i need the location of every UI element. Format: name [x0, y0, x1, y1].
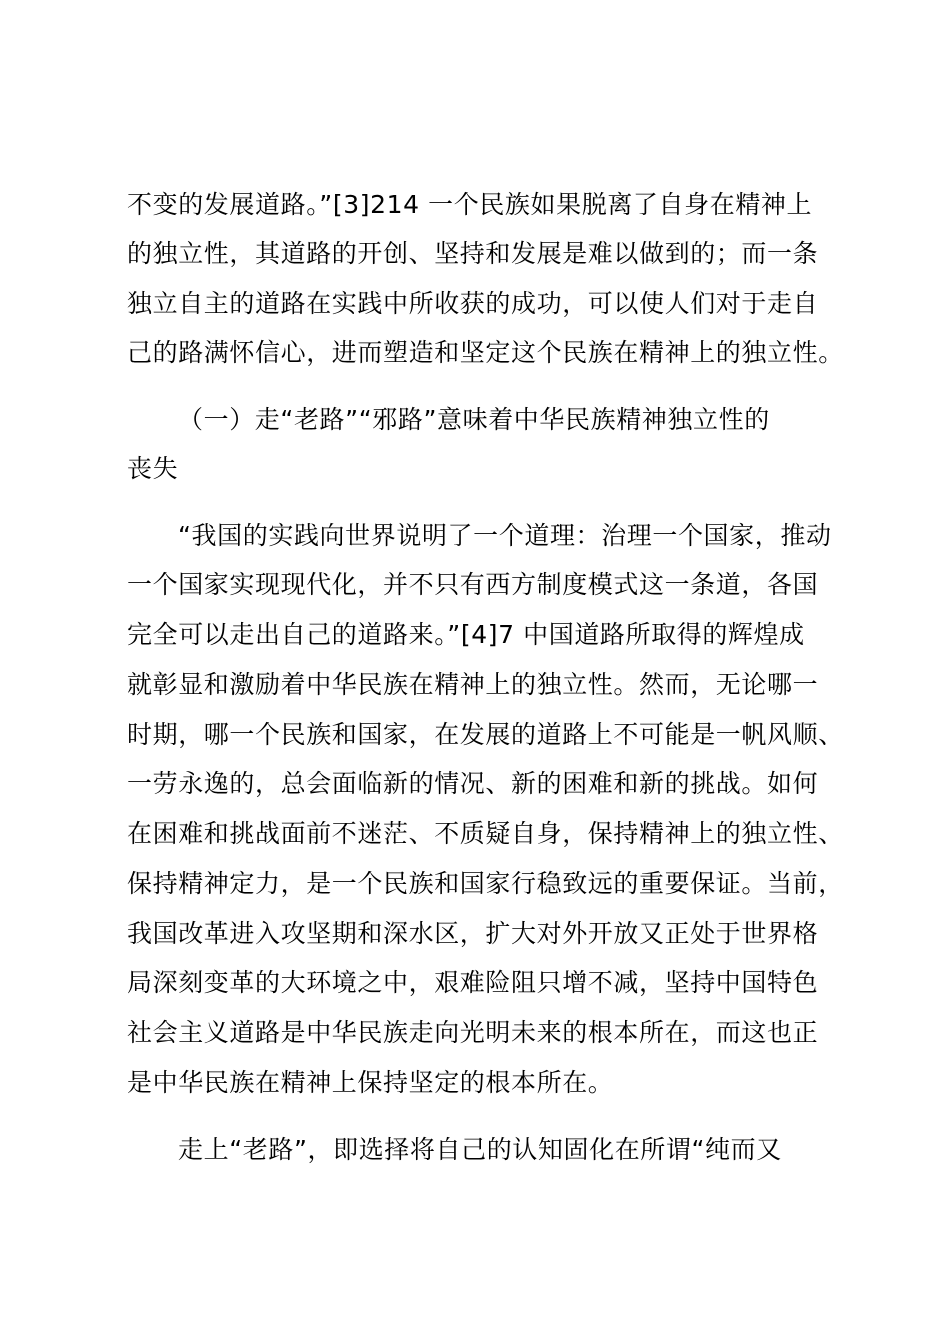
- body-text-line: 我国改革进入攻坚期和深水区，扩大对外开放又正处于世界格: [127, 919, 819, 948]
- body-text-line: 时期，哪一个民族和国家，在发展的道路上不可能是一帆风顺、: [127, 720, 844, 749]
- body-text-line: 社会主义道路是中华民族走向光明未来的根本所在，而这也正: [127, 1018, 819, 1047]
- body-text-line: 己的路满怀信心，进而塑造和坚定这个民族在精神上的独立性。: [127, 338, 844, 367]
- body-text-line: 独立自主的道路在实践中所收获的成功，可以使人们对于走自: [127, 289, 819, 318]
- body-text-line: 局深刻变革的大环境之中，艰难险阻只增不减，坚持中国特色: [127, 968, 819, 997]
- body-text-line: 不变的发展道路。”[3]214 一个民族如果脱离了自身在精神上: [127, 190, 813, 219]
- body-text-line: 完全可以走出自己的道路来。”[4]7 中国道路所取得的辉煌成: [127, 620, 805, 649]
- body-text-line: 一个国家实现现代化，并不只有西方制度模式这一条道，各国: [127, 570, 819, 599]
- body-text-line: 一劳永逸的，总会面临新的情况、新的困难和新的挑战。如何: [127, 769, 819, 798]
- body-text-line: 走上“老路”，即选择将自己的认知固化在所谓“纯而又: [178, 1135, 782, 1164]
- body-text-line: 的独立性，其道路的开创、坚持和发展是难以做到的；而一条: [127, 239, 819, 268]
- body-text-line: “我国的实践向世界说明了一个道理：治理一个国家，推动: [178, 521, 832, 550]
- section-heading: （一）走“老路”“邪路”意味着中华民族精神独立性的: [178, 405, 770, 434]
- body-text-line: 在困难和挑战面前不迷茫、不质疑自身，保持精神上的独立性、: [127, 819, 844, 848]
- section-heading: 丧失: [127, 454, 179, 483]
- body-text-line: 就彰显和激励着中华民族在精神上的独立性。然而，无论哪一: [127, 670, 819, 699]
- body-text-line: 保持精神定力，是一个民族和国家行稳致远的重要保证。当前，: [127, 869, 844, 898]
- body-text-line: 是中华民族在精神上保持坚定的根本所在。: [127, 1068, 614, 1097]
